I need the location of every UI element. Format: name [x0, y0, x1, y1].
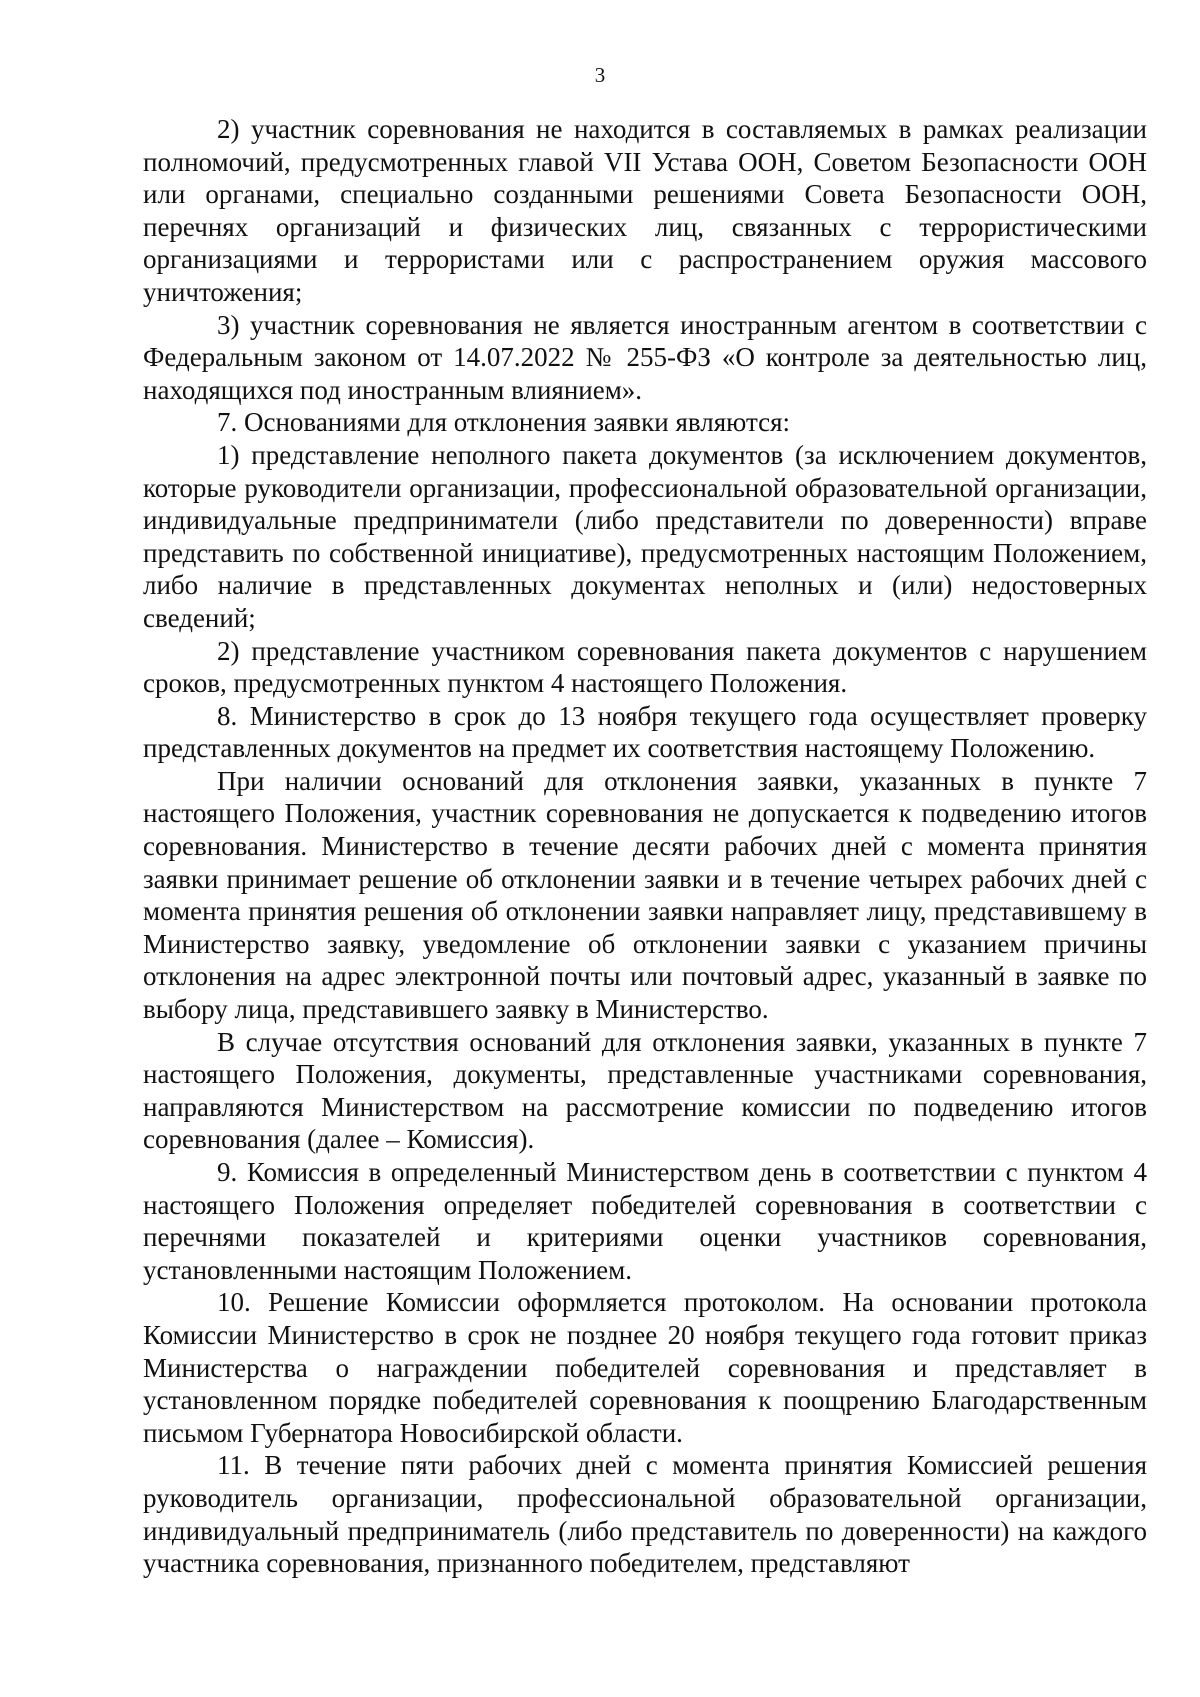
- paragraph-section-9: 9. Комиссия в определенный Министерством день в соответствии с пунктом 4 настоящего Положения определяет победителей соревнования в соответствии с перечнями показателей и критериями оценки участников соревнования, установленными настоящим Положением.: [143, 1157, 1147, 1285]
- paragraph-section-8: 8. Министерство в срок до 13 ноября текущего года осуществляет проверку представленных документов на предмет их соответствия настоящему Положению.: [143, 700, 1147, 764]
- document-body: [143, 113, 1147, 1580]
- paragraph-section-11: 11. В течение пяти рабочих дней с момента принятия Комиссией решения руководитель организации, профессиональной образовательной организации, индивидуальный предприниматель (либо представитель по доверенности) на каждого участника соревнования, признанного победителем, представляют: [143, 1450, 1147, 1579]
- paragraph-rejection-procedure: При наличии оснований для отклонения заявки, указанных в пункте 7 настоящего Положения, участник соревнования не допускается к подведению итогов соревнования. Министерство в течение десяти рабочих дней с момента принятия заявки принимает решение об отклонении заявки и в течение четырех рабочих дней с момента принятия решения об отклонении заявки направляет лицу, представившему в Министерство заявку, уведомление об отклонении заявки с указанием причины отклонения на адрес электронной почты или почтовый адрес, указанный в заявке по выбору лица, представившего заявку в Министерство.: [143, 765, 1147, 1025]
- paragraph-section-7-item-1: 1) представление неполного пакета документов (за исключением документов, которые руководители организации, профессиональной образовательной организации, индивидуальные предприниматели (либо представители по доверенности) вправе представить по собственной инициативе), предусмотренных настоящим Положением, либо наличие в представленных документах неполных и (или) недостоверных сведений;: [143, 439, 1147, 633]
- paragraph-section-7-item-2: 2) представление участником соревнования пакета документов с нарушением сроков, предусмотренных пунктом 4 настоящего Положения.: [143, 635, 1147, 699]
- paragraph-no-rejection: В случае отсутствия оснований для отклонения заявки, указанных в пункте 7 настоящего Положения, документы, представленные участниками соревнования, направляются Министерством на рассмотрение комиссии по подведению итогов соревнования (далее – Комиссия).: [143, 1026, 1147, 1155]
- paragraph-section-7: 7. Основаниями для отклонения заявки являются:: [217, 407, 791, 438]
- paragraph-item-3: 3) участник соревнования не является иностранным агентом в соответствии с Федеральным законом от 14.07.2022 № 255-ФЗ «О контроле за деятельностью лиц, находящихся под иностранным влиянием».: [143, 309, 1147, 405]
- paragraph-item-2: 2) участник соревнования не находится в составляемых в рамках реализации полномочий, предусмотренных главой VII Устава ООН, Советом Безопасности ООН или органами, специально созданными решениями Совета Безопасности ООН, перечнях организаций и физических лиц, связанных с террористическими организациями и террористами или с распространением оружия массового уничтожения;: [143, 114, 1147, 307]
- paragraph-section-10: 10. Решение Комиссии оформляется протоколом. На основании протокола Комиссии Министерство в срок не позднее 20 ноября текущего года готовит приказ Министерства о награждении победителей соревнования и представляет в установленном порядке победителей соревнования к поощрению Благодарственным письмом Губернатора Новосибирской области.: [143, 1287, 1147, 1448]
- page-number: 3: [594, 63, 606, 87]
